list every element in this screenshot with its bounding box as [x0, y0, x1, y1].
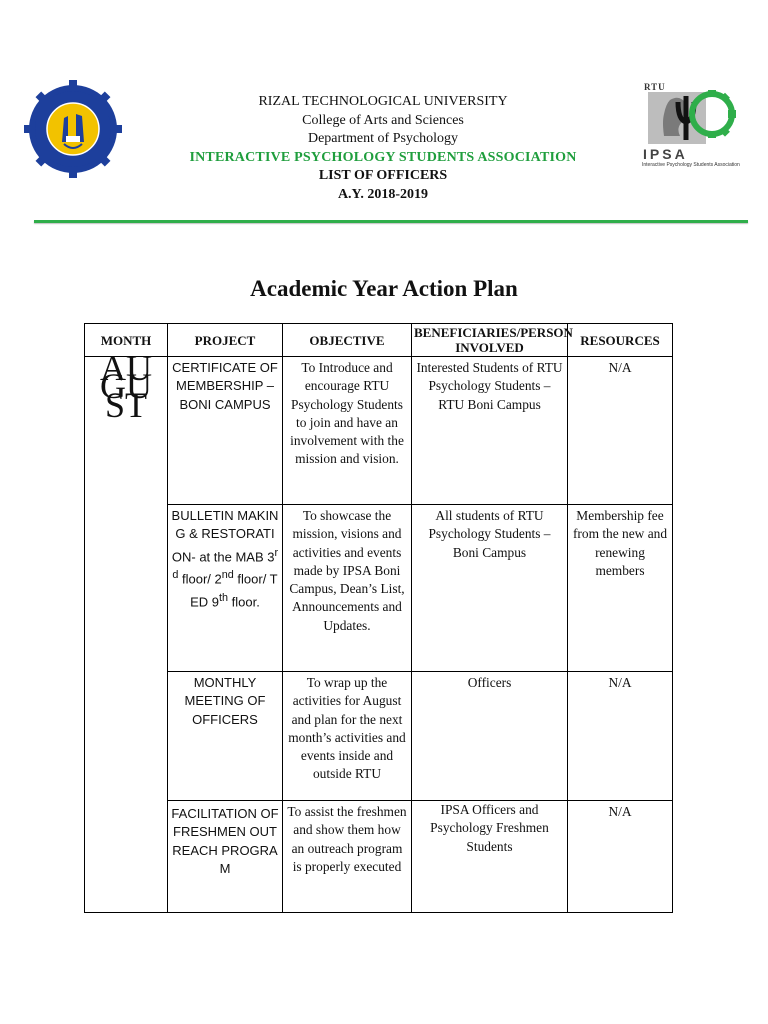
college-name: College of Arts and Sciences	[302, 112, 464, 128]
header-beneficiaries: BENEFICIARIES/PERSON INVOLVED	[412, 324, 568, 357]
list-of-officers: LIST OF OFFICERS	[318, 168, 448, 183]
project-cell: FACILITATION OF FRESHMEN OUTREACH PROGRAM	[168, 801, 283, 913]
project-text-part: floor.	[228, 594, 260, 610]
ipsa-logo-rtu-text: RTU	[644, 82, 666, 92]
table-row	[85, 505, 673, 672]
letterhead	[150, 93, 616, 204]
resources-cell: N/A	[568, 357, 673, 505]
project-text-part: floor/ 2	[178, 571, 222, 587]
ipsa-logo	[640, 80, 740, 170]
project-superscript: th	[219, 591, 229, 604]
table-row	[85, 801, 673, 913]
project-superscript: rd	[172, 546, 279, 582]
project-text-part: BULLETIN MAKING & RESTORATION- at the MAB 3	[171, 508, 279, 564]
association-name: INTERACTIVE PSYCHOLOGY STUDENTS ASSOCIATION	[189, 149, 577, 165]
document-title: Academic Year Action Plan	[250, 276, 518, 301]
university-name: RIZAL TECHNOLOGICAL UNIVERSITY	[258, 94, 508, 109]
objective-cell: To Introduce and encourage RTU Psychology Students to join and have an involvement with the mission and vision.	[283, 357, 412, 505]
table-header-row	[85, 324, 673, 357]
project-text-part: floor/ TED 9	[190, 571, 278, 610]
objective-cell: To assist the freshmen and show them how an outreach program is properly executed	[283, 801, 412, 913]
resources-cell: N/A	[568, 672, 673, 801]
objective-cell: To wrap up the activities for August and plan for the next month’s activities and events inside and outside RTU	[283, 672, 412, 801]
objective-cell: To showcase the mission, visions and activities and events made by IPSA Boni Campus, Dean’s List, Announcements and Updates.	[283, 505, 412, 672]
header-divider	[34, 220, 748, 223]
header-project: PROJECT	[168, 324, 283, 357]
month-cell	[85, 348, 168, 913]
rtu-seal-logo	[24, 80, 122, 178]
header-objective: OBJECTIVE	[283, 324, 412, 357]
table-row	[85, 672, 673, 801]
beneficiaries-cell: All students of RTU Psychology Students – Boni Campus	[412, 505, 568, 672]
academic-year: A.Y. 2018-2019	[337, 186, 429, 202]
month-label: AUGUST	[100, 348, 152, 425]
action-plan-table	[84, 323, 673, 913]
ipsa-logo-name: IPSA	[643, 146, 688, 162]
project-cell: CERTIFICATE OF MEMBERSHIP – BONI CAMPUS	[168, 357, 283, 505]
beneficiaries-cell: Officers	[412, 672, 568, 801]
project-cell	[168, 505, 283, 672]
header-resources: RESOURCES	[568, 324, 673, 357]
ipsa-logo-subtitle: Interactive Psychology Students Association	[642, 162, 740, 168]
project-cell: MONTHLY MEETING OF OFFICERS	[168, 672, 283, 801]
beneficiaries-cell: IPSA Officers and Psychology Freshmen Students	[412, 801, 568, 913]
resources-cell: Membership fee from the new and renewing members	[568, 505, 673, 672]
department-name: Department of Psychology	[307, 131, 459, 146]
header-month: MONTH	[85, 324, 168, 357]
beneficiaries-cell: Interested Students of RTU Psychology Students – RTU Boni Campus	[412, 357, 568, 505]
resources-cell: N/A	[568, 801, 673, 913]
table-row	[85, 357, 673, 505]
project-superscript: nd	[221, 569, 234, 582]
